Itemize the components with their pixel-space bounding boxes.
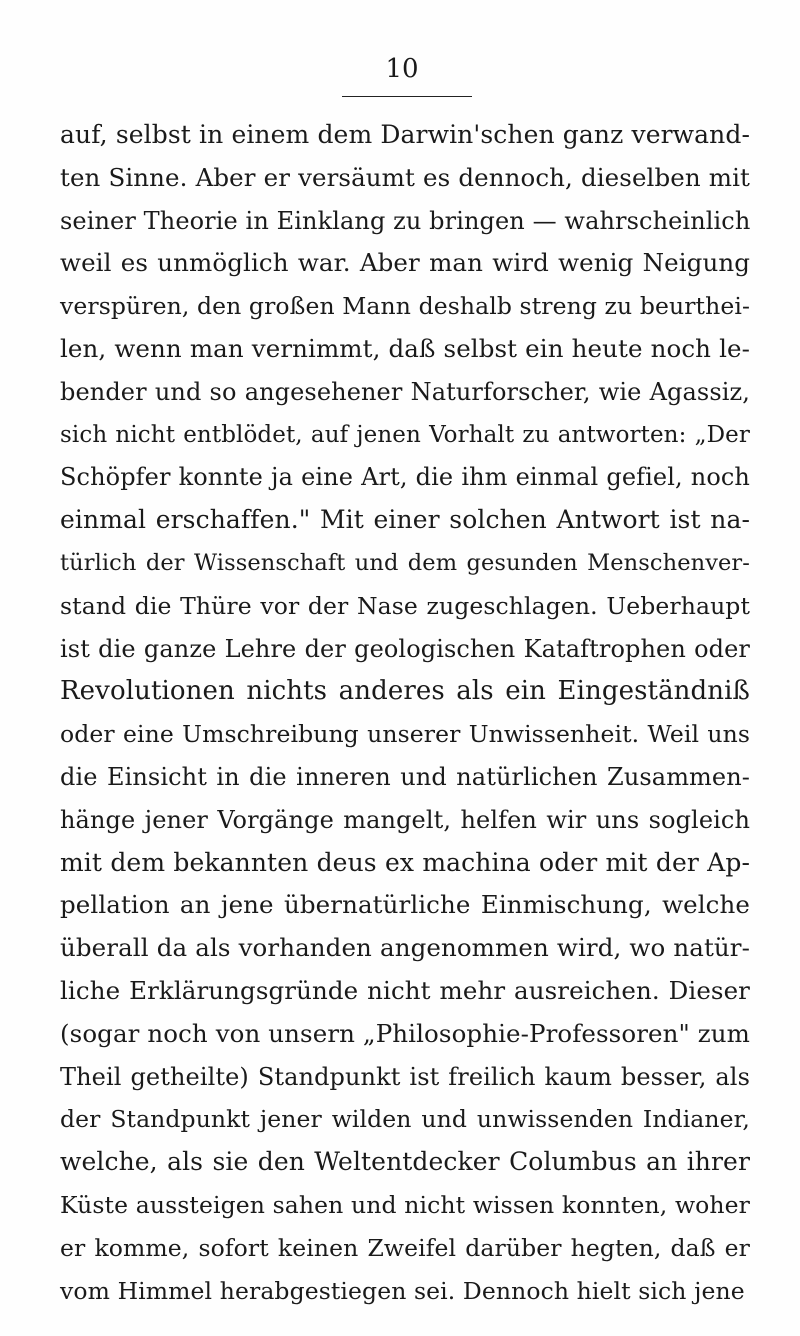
- page-number: 10: [385, 54, 419, 84]
- text-line: vom Himmel herabgestiegen sei. Dennoch hielt sich jene: [60, 1276, 745, 1305]
- text-line: (sogar noch von unsern „Philosophie-Professoren" zum: [60, 1018, 750, 1048]
- text-line: einmal erschaffen." Mit einer solchen Antwort ist na-: [60, 505, 750, 535]
- text-line: stand die Thüre vor der Nase zugeschlagen. Ueberhaupt: [60, 591, 750, 620]
- text-line: auf, selbst in einem dem Darwin'schen ganz verwand-: [60, 120, 750, 149]
- text-line: Theil getheilte) Standpunkt ist freilich kaum besser, als: [60, 1062, 750, 1091]
- text-line: seiner Theorie in Einklang zu bringen — wahrscheinlich: [60, 206, 751, 235]
- text-line: er komme, sofort keinen Zweifel darüber hegten, daß er: [60, 1233, 750, 1262]
- text-line: sich nicht entblödet, auf jenen Vorhalt zu antworten: „Der: [60, 421, 750, 448]
- text-line: Revolutionen nichts anderes als ein Eingeständniß: [60, 676, 750, 707]
- body-text: [60, 114, 750, 1312]
- text-line: mit dem bekannten deus ex machina oder mit der Ap-: [60, 847, 750, 877]
- text-line: die Einsicht in die inneren und natürlichen Zusammen-: [60, 762, 750, 791]
- text-line: Schöpfer konnte ja eine Art, die ihm einmal gefiel, noch: [60, 463, 750, 492]
- text-line: Küste aussteigen sahen und nicht wissen konnten, woher: [60, 1190, 750, 1219]
- text-line: türlich der Wissenschaft und dem gesunden Menschenver-: [60, 549, 750, 576]
- text-line: ist die ganze Lehre der geologischen Kataftrophen oder: [60, 634, 750, 663]
- text-line: bender und so angesehener Naturforscher, wie Agassiz,: [60, 377, 750, 406]
- text-line: der Standpunkt jener wilden und unwissenden Indianer,: [60, 1105, 750, 1134]
- text-line: hänge jener Vorgänge mangelt, helfen wir uns sogleich: [60, 805, 750, 834]
- header-rule: [342, 96, 472, 97]
- text-line: verspüren, den großen Mann deshalb streng zu beurthei-: [60, 292, 750, 321]
- text-line: pellation an jene übernatürliche Einmischung, welche: [60, 890, 750, 920]
- text-line: ten Sinne. Aber er versäumt es dennoch, dieselben mit: [60, 162, 750, 192]
- text-line: welche, als sie den Weltentdecker Columbus an ihrer: [60, 1147, 750, 1177]
- text-line: weil es unmöglich war. Aber man wird wenig Neigung: [60, 248, 750, 278]
- text-line: oder eine Umschreibung unserer Unwissenheit. Weil uns: [60, 720, 750, 749]
- text-line: len, wenn man vernimmt, daß selbst ein heute noch le-: [60, 333, 750, 363]
- text-line: liche Erklärungsgründe nicht mehr ausreichen. Dieser: [60, 975, 750, 1005]
- text-line: überall da als vorhanden angenommen wird, wo natür-: [60, 933, 750, 963]
